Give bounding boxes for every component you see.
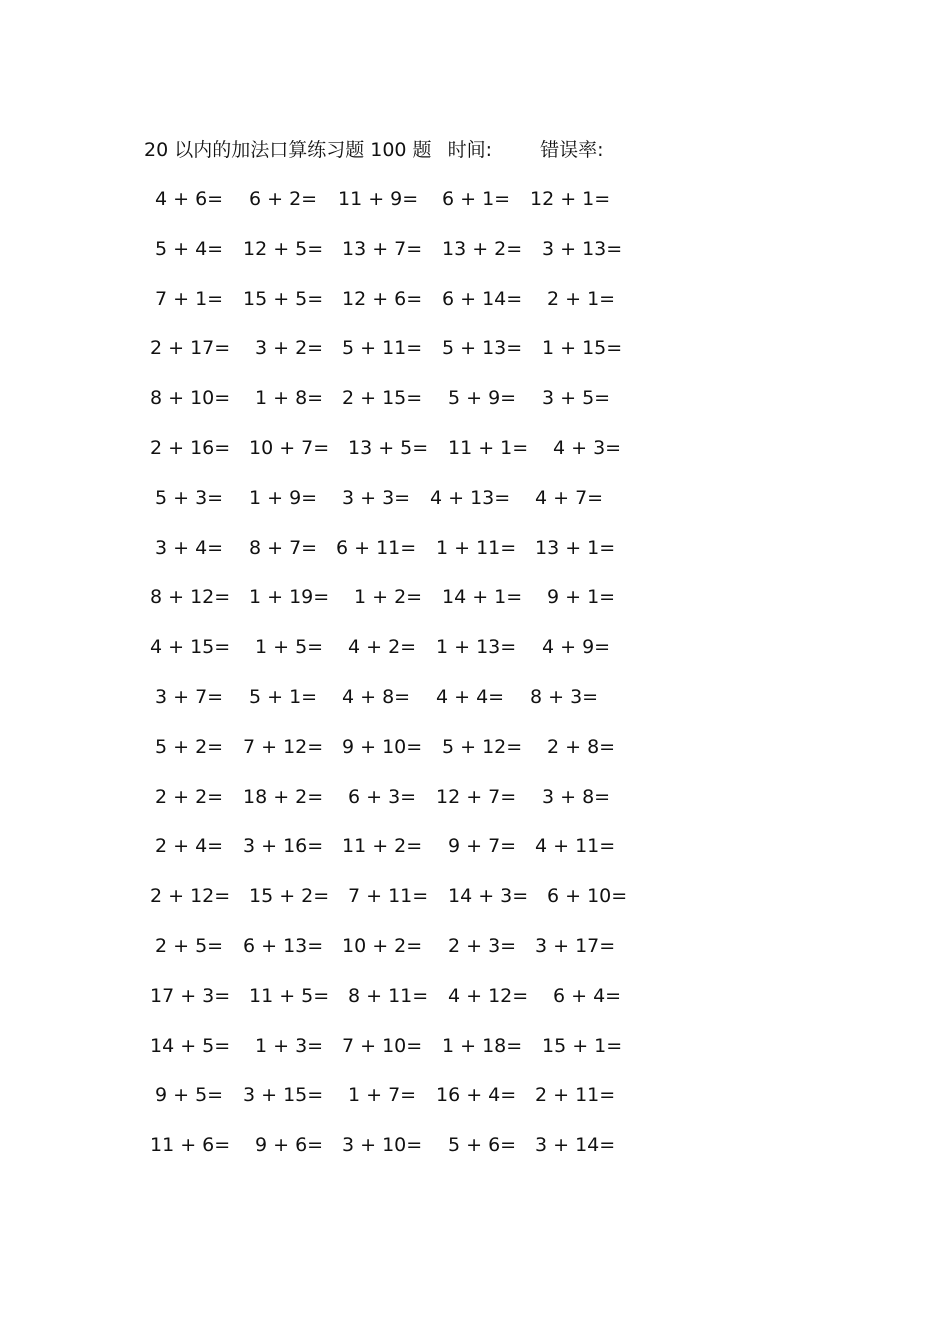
- problem-item: 2 + 4=: [155, 835, 224, 858]
- problem-item: 1 + 11=: [436, 536, 517, 559]
- worksheet-title: 20 以内的加法口算练习题 100 题: [144, 139, 432, 161]
- problem-item: 1 + 3=: [255, 1034, 324, 1057]
- problem-item: 3 + 15=: [243, 1084, 324, 1107]
- problem-item: 6 + 10=: [547, 885, 628, 908]
- problem-grid: [0, 186, 950, 1182]
- problem-item: 11 + 6=: [150, 1134, 231, 1157]
- problem-item: 9 + 7=: [448, 835, 517, 858]
- problem-item: 2 + 2=: [155, 785, 224, 808]
- problem-item: 13 + 2=: [442, 237, 523, 260]
- problem-item: 8 + 12=: [150, 586, 231, 609]
- error-rate-label: 错误率:: [540, 139, 604, 161]
- problem-item: 10 + 2=: [342, 934, 423, 957]
- problem-item: 4 + 9=: [542, 636, 611, 659]
- problem-item: 11 + 2=: [342, 835, 423, 858]
- problem-item: 1 + 9=: [249, 486, 318, 509]
- problem-item: 17 + 3=: [150, 984, 231, 1007]
- problem-item: 2 + 15=: [342, 387, 423, 410]
- problem-item: 6 + 4=: [553, 984, 622, 1007]
- problem-item: 5 + 11=: [342, 337, 423, 360]
- problem-item: 13 + 5=: [348, 436, 429, 459]
- problem-row: [0, 734, 950, 784]
- problem-item: 11 + 1=: [448, 436, 529, 459]
- problem-item: 4 + 4=: [436, 685, 505, 708]
- problem-item: 3 + 8=: [542, 785, 611, 808]
- problem-item: 6 + 14=: [442, 287, 523, 310]
- problem-item: 12 + 5=: [243, 237, 324, 260]
- problem-row: [0, 883, 950, 933]
- problem-item: 14 + 1=: [442, 586, 523, 609]
- problem-item: 5 + 2=: [155, 735, 224, 758]
- problem-item: 2 + 8=: [547, 735, 616, 758]
- problem-item: 8 + 7=: [249, 536, 318, 559]
- problem-item: 2 + 16=: [150, 436, 231, 459]
- time-label: 时间:: [447, 139, 493, 161]
- problem-item: 13 + 7=: [342, 237, 423, 260]
- problem-item: 5 + 12=: [442, 735, 523, 758]
- problem-item: 9 + 6=: [255, 1134, 324, 1157]
- problem-item: 8 + 11=: [348, 984, 429, 1007]
- problem-item: 7 + 1=: [155, 287, 224, 310]
- problem-item: 1 + 5=: [255, 636, 324, 659]
- problem-item: 3 + 10=: [342, 1134, 423, 1157]
- problem-row: [0, 784, 950, 834]
- problem-item: 5 + 3=: [155, 486, 224, 509]
- problem-item: 5 + 4=: [155, 237, 224, 260]
- problem-item: 3 + 14=: [535, 1134, 616, 1157]
- problem-item: 3 + 5=: [542, 387, 611, 410]
- problem-item: 12 + 1=: [530, 188, 611, 210]
- problem-item: 5 + 1=: [249, 685, 318, 708]
- problem-item: 18 + 2=: [243, 785, 324, 808]
- problem-item: 3 + 13=: [542, 237, 623, 260]
- problem-item: 6 + 2=: [249, 188, 318, 210]
- problem-item: 2 + 5=: [155, 934, 224, 957]
- problem-row: [0, 485, 950, 535]
- problem-item: 13 + 1=: [535, 536, 616, 559]
- problem-row: [0, 684, 950, 734]
- problem-item: 3 + 17=: [535, 934, 616, 957]
- problem-item: 15 + 1=: [542, 1034, 623, 1057]
- problem-item: 2 + 1=: [547, 287, 616, 310]
- problem-item: 1 + 18=: [442, 1034, 523, 1057]
- problem-item: 7 + 10=: [342, 1034, 423, 1057]
- worksheet-header: [144, 137, 603, 163]
- problem-item: 12 + 6=: [342, 287, 423, 310]
- problem-item: 4 + 3=: [553, 436, 622, 459]
- problem-item: 4 + 7=: [535, 486, 604, 509]
- problem-row: [0, 833, 950, 883]
- problem-item: 4 + 13=: [430, 486, 511, 509]
- problem-item: 4 + 11=: [535, 835, 616, 858]
- problem-item: 6 + 1=: [442, 188, 511, 210]
- problem-row: [0, 385, 950, 435]
- problem-item: 15 + 5=: [243, 287, 324, 310]
- problem-item: 14 + 3=: [448, 885, 529, 908]
- problem-item: 3 + 3=: [342, 486, 411, 509]
- problem-row: [0, 435, 950, 485]
- problem-item: 4 + 2=: [348, 636, 417, 659]
- problem-item: 7 + 11=: [348, 885, 429, 908]
- problem-item: 15 + 2=: [249, 885, 330, 908]
- problem-row: [0, 983, 950, 1033]
- problem-item: 4 + 15=: [150, 636, 231, 659]
- problem-item: 8 + 10=: [150, 387, 231, 410]
- problem-row: [0, 186, 950, 236]
- problem-item: 1 + 19=: [249, 586, 330, 609]
- problem-item: 5 + 9=: [448, 387, 517, 410]
- problem-item: 6 + 13=: [243, 934, 324, 957]
- problem-item: 5 + 6=: [448, 1134, 517, 1157]
- problem-row: [0, 1132, 950, 1182]
- problem-item: 3 + 16=: [243, 835, 324, 858]
- problem-item: 16 + 4=: [436, 1084, 517, 1107]
- problem-item: 12 + 7=: [436, 785, 517, 808]
- problem-row: [0, 1033, 950, 1083]
- problem-item: 1 + 2=: [354, 586, 423, 609]
- problem-item: 9 + 1=: [547, 586, 616, 609]
- problem-row: [0, 335, 950, 385]
- problem-item: 1 + 13=: [436, 636, 517, 659]
- problem-item: 2 + 3=: [448, 934, 517, 957]
- problem-item: 1 + 15=: [542, 337, 623, 360]
- problem-item: 2 + 11=: [535, 1084, 616, 1107]
- problem-item: 4 + 8=: [342, 685, 411, 708]
- problem-item: 7 + 12=: [243, 735, 324, 758]
- problem-item: 5 + 13=: [442, 337, 523, 360]
- problem-item: 4 + 12=: [448, 984, 529, 1007]
- problem-item: 3 + 2=: [255, 337, 324, 360]
- problem-item: 6 + 3=: [348, 785, 417, 808]
- problem-item: 2 + 17=: [150, 337, 231, 360]
- problem-row: [0, 286, 950, 336]
- problem-item: 6 + 11=: [336, 536, 417, 559]
- problem-row: [0, 236, 950, 286]
- problem-item: 1 + 8=: [255, 387, 324, 410]
- problem-item: 2 + 12=: [150, 885, 231, 908]
- problem-item: 1 + 7=: [348, 1084, 417, 1107]
- problem-item: 11 + 9=: [338, 188, 419, 210]
- problem-row: [0, 933, 950, 983]
- problem-item: 14 + 5=: [150, 1034, 231, 1057]
- problem-item: 9 + 10=: [342, 735, 423, 758]
- problem-row: [0, 535, 950, 585]
- problem-row: [0, 634, 950, 684]
- problem-item: 8 + 3=: [530, 685, 599, 708]
- problem-item: 3 + 4=: [155, 536, 224, 559]
- problem-item: 10 + 7=: [249, 436, 330, 459]
- problem-item: 9 + 5=: [155, 1084, 224, 1107]
- problem-item: 4 + 6=: [155, 188, 224, 210]
- problem-row: [0, 584, 950, 634]
- problem-item: 11 + 5=: [249, 984, 330, 1007]
- problem-row: [0, 1082, 950, 1132]
- problem-item: 3 + 7=: [155, 685, 224, 708]
